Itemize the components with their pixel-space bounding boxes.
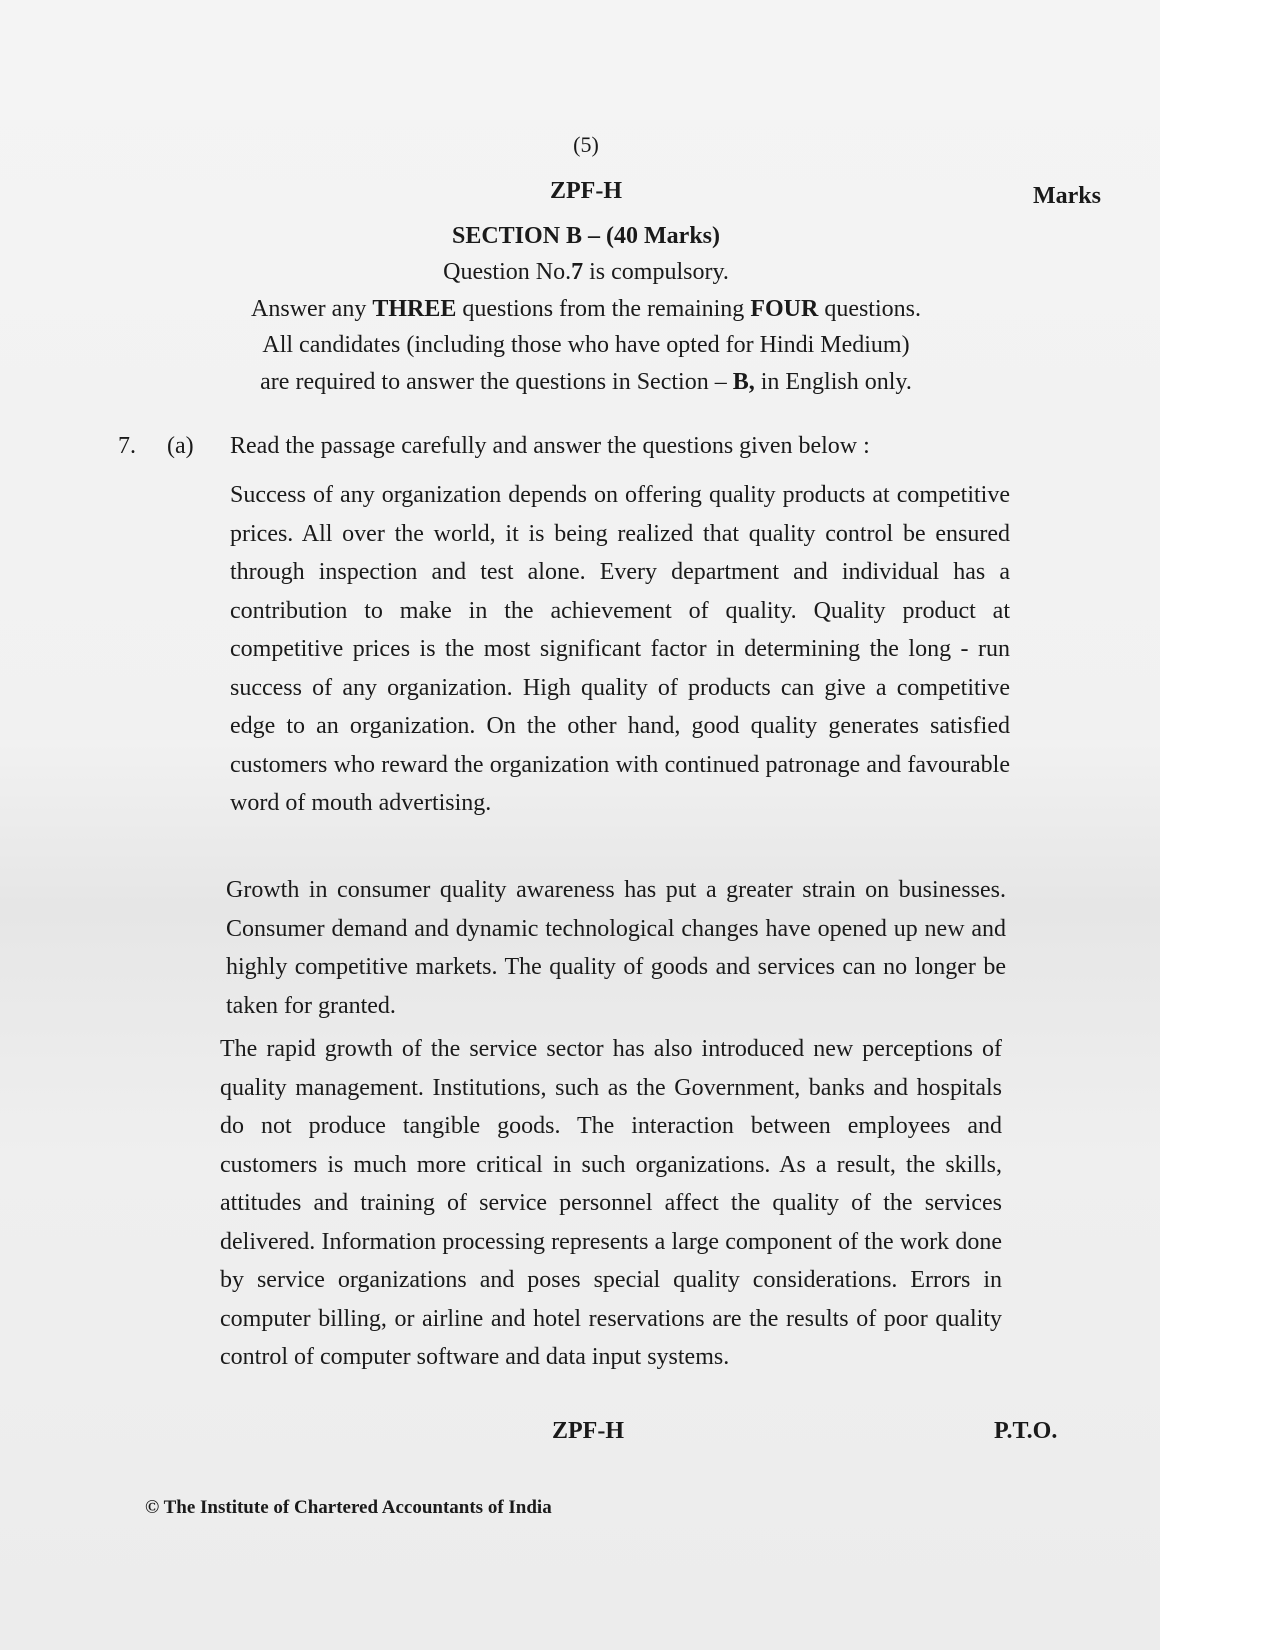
passage-paragraph-3: The rapid growth of the service sector has also introduced new perceptions of quality management. Institutions, such as the Government, banks and hospitals do not produce tangible goods. The interaction between employees and customers is much more critical in such organizations. As a result, the skills, attitudes and training of service personnel affect the quality of the services delivered. Information processing represents a large component of the work done by service organizations and poses special quality considerations. Errors in computer billing, or airline and hotel reservations are the results of poor quality control of computer software and data input systems. (220, 1036, 1002, 1370)
instruction-emphasis: FOUR (750, 296, 819, 322)
question-prompt: Read the passage carefully and answer the questions given below : (230, 433, 870, 459)
paper-code-header: ZPF-H (550, 178, 622, 204)
marks-column-label: Marks (1033, 183, 1101, 209)
instruction-language: are required to answer the questions in Section – B, in English only. (260, 369, 912, 395)
paper-code-footer: ZPF-H (552, 1418, 624, 1444)
passage-paragraph-1: Success of any organization depends on offering quality products at competitive prices. All over the world, it is being realized that quality control be ensured through inspection and test alone. Every department and individual has a contribution to make in the achievement of quality. Quality product at competitive prices is the most significant factor in determining the long - run success of any organization. High quality of products can give a competitive edge to an organization. On the other hand, good quality generates satisfied customers who reward the organization with continued patronage and favourable word of mouth advertising. (230, 482, 1010, 816)
question-number: 7. (118, 433, 136, 459)
please-turn-over: P.T.O. (994, 1418, 1058, 1444)
instruction-choice (6, 296, 1166, 323)
section-title: SECTION B – (40 Marks) (451, 223, 721, 249)
instruction-emphasis: 7 (571, 259, 584, 285)
page-margin (1160, 0, 1275, 1650)
instruction-emphasis: THREE (372, 296, 457, 322)
passage-paragraph-2: Growth in consumer quality awareness has put a greater strain on businesses. Consumer demand and dynamic technological changes have opened up new and highly competitive markets. The quality of goods and services can no longer be taken for granted. (226, 877, 1006, 1019)
page-number: (5) (573, 132, 599, 157)
copyright-notice: © The Institute of Chartered Accountants of India (145, 1497, 552, 1518)
question-part: (a) (167, 433, 194, 459)
instruction-choice-text: Answer any THREE questions from the remaining FOUR questions. (251, 296, 921, 322)
instruction-candidates: All candidates (including those who have opted for Hindi Medium) (262, 332, 910, 358)
instruction-compulsory: Question No.7 is compulsory. (443, 259, 729, 285)
instruction-emphasis: B, (732, 369, 755, 395)
